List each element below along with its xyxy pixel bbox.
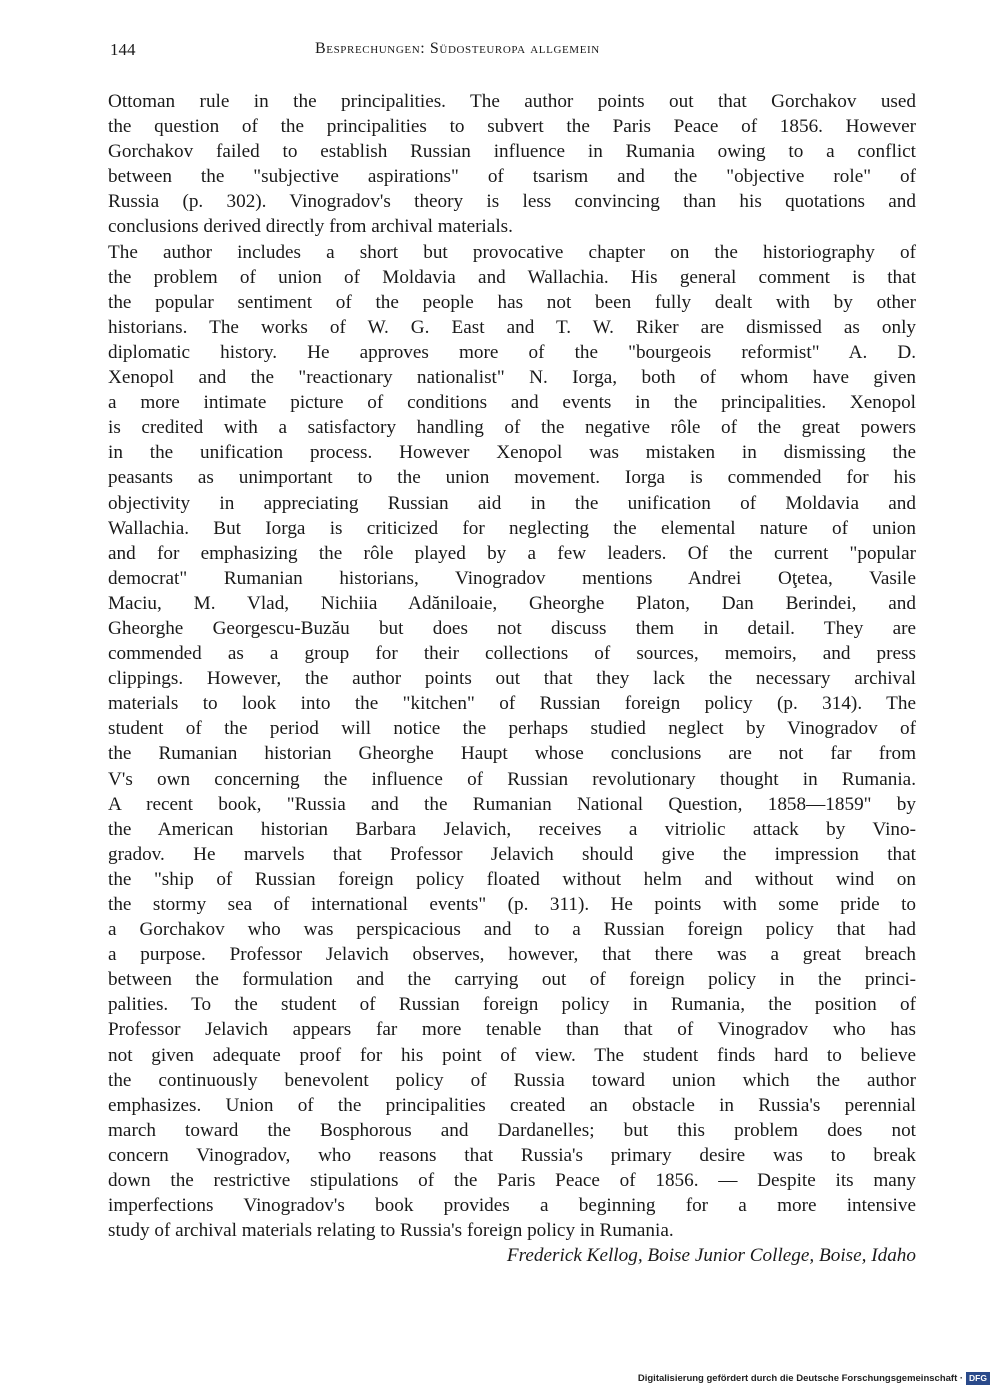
text-line: imperfections Vinogradov's book provides a beginning for a more intensive (108, 1195, 916, 1217)
text-line: Gorchakov failed to establish Russian influence in Rumania owing to a conflict (108, 141, 916, 163)
text-line: clippings. However, the author points out that they lack the necessary archival (108, 668, 916, 690)
text-line: between the "subjective aspirations" of tsarism and the "objective role" of (108, 166, 916, 188)
text-line: Russia (p. 302). Vinogradov's theory is less convincing than his quotations and (108, 191, 916, 213)
reviewer-signature: Frederick Kellog, Boise Junior College, Boise, Idaho (506, 1245, 916, 1267)
text-line: the continuously benevolent policy of Russia toward union which the author (108, 1069, 916, 1091)
running-head: Besprechungen: Südosteuropa allgemein (315, 40, 600, 57)
text-line: historians. The works of W. G. East and T. W. Riker are dismissed as only (108, 316, 916, 338)
review-body (108, 89, 916, 1268)
text-line: down the restrictive stipulations of the Paris Peace of 1856. — Despite its many (108, 1170, 916, 1192)
text-line: the question of the principalities to subvert the Paris Peace of 1856. However (108, 116, 916, 138)
text-line: gradov. He marvels that Professor Jelavich should give the impression that (108, 843, 916, 865)
text-line: a Gorchakov who was perspicacious and to a Russian foreign policy that had (108, 919, 916, 941)
text-line: concern Vinogradov, who reasons that Russia's primary desire was to break (108, 1144, 916, 1166)
text-line: between the formulation and the carrying out of foreign policy in the princi- (108, 969, 916, 991)
text-line: A recent book, "Russia and the Rumanian National Question, 1858—1859" by (108, 793, 916, 815)
funding-note: Digitalisierung gefördert durch die Deutsche Forschungsgemeinschaft · (637, 1372, 964, 1384)
text-line: not given adequate proof for his point of view. The student finds hard to believe (108, 1044, 916, 1066)
page-number: 144 (110, 40, 136, 59)
text-line: The author includes a short but provocative chapter on the historiography of (108, 241, 916, 263)
text-line: Wallachia. But Iorga is criticized for neglecting the elemental nature of union (108, 517, 916, 539)
text-line: a purpose. Professor Jelavich observes, however, that there was a great breach (108, 944, 916, 966)
text-line: in the unification process. However Xenopol was mistaken in dismissing the (108, 442, 916, 464)
text-line: materials to look into the "kitchen" of Russian foreign policy (p. 314). The (108, 693, 916, 715)
text-line: the "ship of Russian foreign policy floated without helm and without wind on (108, 868, 916, 890)
text-line: Gheorghe Georgescu-Buzău but does not discuss them in detail. They are (108, 617, 916, 639)
text-line: the problem of union of Moldavia and Wallachia. His general comment is that (108, 266, 916, 288)
text-line: conclusions derived directly from archival materials. (108, 216, 513, 238)
text-line: study of archival materials relating to Russia's foreign policy in Rumania. (108, 1220, 674, 1242)
text-line: Xenopol and the "reactionary nationalist" N. Iorga, both of whom have given (108, 367, 916, 389)
text-line: Maciu, M. Vlad, Nichiia Adăniloaie, Gheorghe Platon, Dan Berindei, and (108, 592, 916, 614)
text-line: Professor Jelavich appears far more tenable than that of Vinogradov who has (108, 1019, 916, 1041)
text-line: the Rumanian historian Gheorghe Haupt whose conclusions are not far from (108, 743, 916, 765)
text-line: and for emphasizing the rôle played by a few leaders. Of the current "popular (108, 542, 916, 564)
text-line: democrat" Rumanian historians, Vinogradov mentions Andrei Oţetea, Vasile (108, 567, 916, 589)
text-line: objectivity in appreciating Russian aid in the unification of Moldavia and (108, 492, 916, 514)
text-line: diplomatic history. He approves more of the "bourgeois reformist" A. D. (108, 341, 916, 363)
dfg-logo: DFG (966, 1372, 990, 1385)
text-line: student of the period will notice the perhaps studied neglect by Vinogradov of (108, 718, 916, 740)
text-line: emphasizes. Union of the principalities created an obstacle in Russia's perennial (108, 1094, 916, 1116)
text-line: is credited with a satisfactory handling of the negative rôle of the great powers (108, 417, 916, 439)
text-line: march toward the Bosphorous and Dardanelles; but this problem does not (108, 1119, 916, 1141)
text-line: a more intimate picture of conditions and events in the principalities. Xenopol (108, 392, 916, 414)
text-line: V's own concerning the influence of Russian revolutionary thought in Rumania. (108, 768, 916, 790)
page-header (110, 40, 918, 66)
text-line: the popular sentiment of the people has not been fully dealt with by other (108, 291, 916, 313)
text-line: the American historian Barbara Jelavich, receives a vitriolic attack by Vino- (108, 818, 916, 840)
text-line: peasants as unimportant to the union movement. Iorga is commended for his (108, 467, 916, 489)
text-line: Ottoman rule in the principalities. The author points out that Gorchakov used (108, 91, 916, 112)
text-line: palities. To the student of Russian foreign policy in Rumania, the position of (108, 994, 916, 1016)
digitization-footer (638, 1371, 990, 1385)
text-line: commended as a group for their collections of sources, memoirs, and press (108, 643, 916, 665)
text-line: the stormy sea of international events" (p. 311). He points with some pride to (108, 894, 916, 915)
